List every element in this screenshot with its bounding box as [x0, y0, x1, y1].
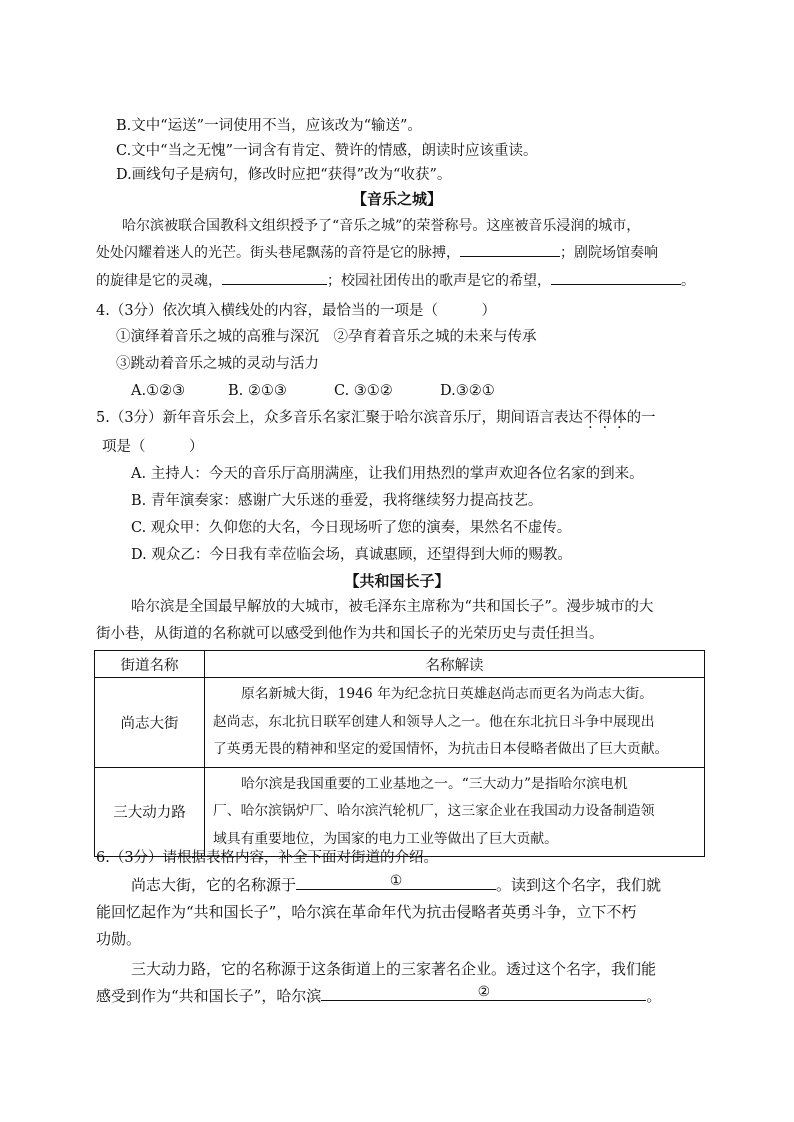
- emphasis-char: 得: [597, 410, 613, 426]
- table-row: [95, 767, 705, 857]
- table-header-row: [95, 651, 705, 678]
- q4-choice-b: B. ②①③: [228, 383, 287, 399]
- street-desc-cell: 原名新城大街，1946 年为纪念抗日英雄赵尚志而更名为尚志大街。 赵尚志，东北抗日联军创建人和领导人之一。他在东北抗日斗争中展现出 了英勇无畏的精神和坚定的爱国情怀，为抗击日本侵略者做出了巨大贡献。: [205, 678, 705, 768]
- section-title-music: 【音乐之城】: [351, 190, 442, 208]
- answer-blank-2: ②: [321, 986, 646, 1001]
- answer-blank: [460, 242, 560, 257]
- music-paragraph-line3: 的旋律是它的灵魂， ；校园社团传出的歌声是它的希望， 。: [96, 270, 695, 291]
- q6-line2: 能回忆起作为“共和国长子”，哈尔滨在革命年代为抗击侵略者英勇斗争，立下不朽: [96, 903, 637, 921]
- answer-blank-1: ①: [296, 875, 496, 890]
- music-paragraph-line2: 处处闪耀着迷人的光芒。街头巷尾飘荡的音符是它的脉搏， ；剧院场馆奏响: [96, 242, 658, 263]
- table-row: [95, 678, 705, 768]
- q6-line1: 尚志大街，它的名称源于 ① 。读到这个名字，我们就: [131, 873, 662, 894]
- q3-option-c: C.文中“当之无愧”一词含有肯定、赞许的情感，朗读时应该重读。: [116, 143, 538, 159]
- q6-line5: 感受到作为“共和国长子”，哈尔滨 ② 。: [96, 984, 662, 1005]
- street-name-cell: 尚志大街: [95, 678, 205, 768]
- q4-items-line1: ①演绎着音乐之城的高雅与深沉 ②孕育着音乐之城的未来与传承: [116, 329, 537, 345]
- answer-blank: [551, 270, 681, 285]
- table-header-interpretation: 名称解读: [205, 651, 705, 678]
- eldest-paragraph-line1: 哈尔滨是全国最早解放的大城市，被毛泽东主席称为“共和国长子”。漫步城市的大: [131, 599, 654, 615]
- q4-choice-a: A.①②③: [131, 383, 186, 399]
- q5-option-b: B. 青年演奏家：感谢广大乐迷的垂爱，我将继续努力提高技艺。: [131, 493, 543, 509]
- q6-line4: 三大动力路，它的名称源于这条街道上的三家著名企业。透过这个名字，我们能: [131, 960, 657, 978]
- q4-stem: 4.（3分）依次填入横线处的内容，最恰当的一项是（ ）: [96, 303, 497, 319]
- q6-stem: 6.（3分）请根据表格内容，补全下面对街道的介绍。: [96, 850, 439, 866]
- table-header-street: 街道名称: [95, 651, 205, 678]
- q4-choice-c: C. ③①②: [334, 383, 393, 399]
- q5-stem-line2: 项是（ ）: [102, 439, 204, 455]
- street-desc-cell: 哈尔滨是我国重要的工业基地之一。“三大动力”是指哈尔滨电机 厂、哈尔滨锅炉厂、哈尔滨汽轮机厂，这三家企业在我国动力设备制造领 域具有重要地位，为国家的电力工业等做出了巨大贡献。: [205, 767, 705, 857]
- q5-option-d: D. 观众乙：今日我有幸莅临会场，真诚惠顾，还望得到大师的赐教。: [131, 547, 572, 563]
- q3-option-b: B.文中“运送”一词使用不当，应该改为“输送”。: [116, 118, 422, 134]
- eldest-paragraph-line2: 街小巷，从街道的名称就可以感受到他作为共和国长子的光荣历史与责任担当。: [96, 626, 604, 642]
- music-paragraph-line1: 哈尔滨被联合国教科文组织授予了“音乐之城”的荣誉称号。这座被音乐浸润的城市，: [122, 218, 641, 234]
- street-name-table: [94, 650, 705, 857]
- answer-blank: [222, 270, 327, 285]
- street-name-cell: 三大动力路: [95, 767, 205, 857]
- emphasis-char: 不: [583, 410, 598, 426]
- q5-option-a: A. 主持人：今天的音乐厅高朋满座，让我们用热烈的掌声欢迎各位名家的到来。: [131, 466, 644, 482]
- q4-choice-d: D.③②①: [440, 383, 495, 399]
- q3-option-d: D.画线句子是病句，修改时应把“获得”改为“收获”。: [116, 167, 452, 183]
- q5-option-c: C. 观众甲：久仰您的大名，今日现场听了您的演奏，果然名不虚传。: [131, 520, 572, 536]
- q4-items-line2: ③跳动着音乐之城的灵动与活力: [116, 356, 319, 372]
- q6-line3: 功勋。: [96, 930, 142, 948]
- q5-stem-line1: 5.（3分）新年音乐会上，众多音乐名家汇聚于哈尔滨音乐厅，期间语言表达不得体的一: [96, 410, 656, 426]
- emphasis-char: 体: [612, 410, 627, 426]
- section-title-eldest-son: 【共和国长子】: [344, 572, 450, 590]
